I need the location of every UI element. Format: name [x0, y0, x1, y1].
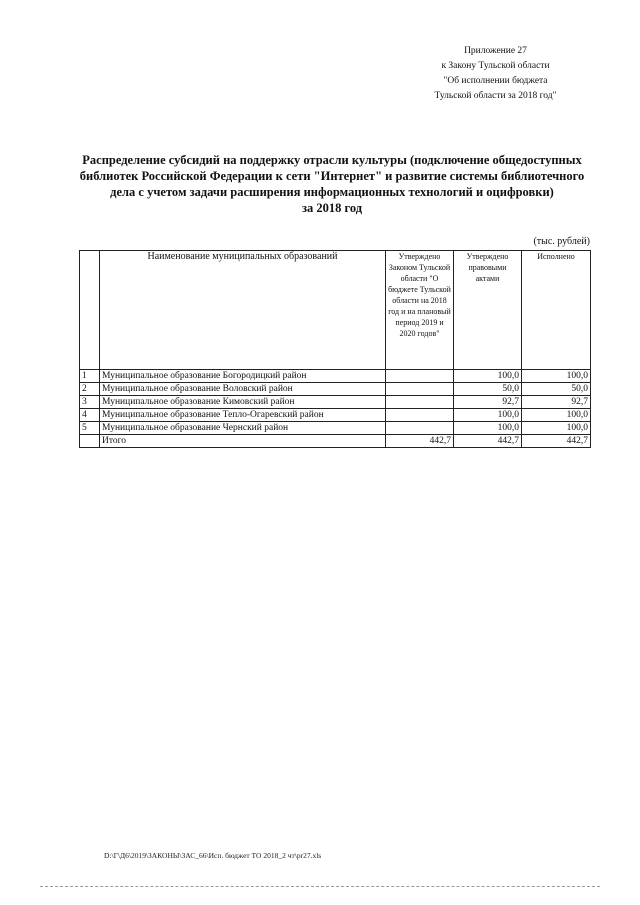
header-executed: Исполнено [522, 251, 591, 370]
table-row [80, 422, 591, 435]
document-title [70, 152, 594, 216]
row-law [386, 396, 454, 409]
row-name: Муниципальное образование Чернский район [100, 422, 386, 435]
table-header-row [80, 251, 591, 370]
title-line: за 2018 год [301, 201, 363, 215]
table-row [80, 396, 591, 409]
row-index: 1 [80, 370, 100, 383]
units-label: (тыс. рублей) [533, 236, 590, 247]
appendix-line: "Об исполнении бюджета [443, 76, 548, 86]
row-exec: 92,7 [522, 396, 591, 409]
row-name: Муниципальное образование Тепло-Огаревский район [100, 409, 386, 422]
total-acts: 442,7 [454, 435, 522, 448]
row-name: Муниципальное образование Кимовский район [100, 396, 386, 409]
table-row [80, 409, 591, 422]
subsidy-table [79, 250, 591, 448]
appendix-note [408, 44, 583, 104]
row-exec: 100,0 [522, 370, 591, 383]
appendix-line: к Закону Тульской области [441, 61, 550, 71]
row-index: 3 [80, 396, 100, 409]
row-law [386, 383, 454, 396]
row-law [386, 422, 454, 435]
title-line: дела с учетом задачи расширения информационных технологий и оцифровки) [110, 185, 554, 199]
header-approved-acts: Утверждено правовыми актами [454, 251, 522, 370]
table-total-row [80, 435, 591, 448]
row-acts: 100,0 [454, 370, 522, 383]
row-index: 5 [80, 422, 100, 435]
title-line: библиотек Российской Федерации к сети "Интернет" и развитие системы библиотечного [79, 169, 585, 183]
row-index: 4 [80, 409, 100, 422]
row-exec: 100,0 [522, 422, 591, 435]
row-name: Муниципальное образование Богородицкий район [100, 370, 386, 383]
header-approved-law: Утверждено Законом Тульской области "О бюджете Тульской области на 2018 год и на плановый период 2019 и 2020 годов" [386, 251, 454, 370]
row-acts: 100,0 [454, 409, 522, 422]
total-index [80, 435, 100, 448]
file-path-footer: D:\Г\Д6\2019\ЗАКОНЫ\ЗАС_66\Исп. бюджет ТО 2018_2 чт\pr27.xls [104, 851, 322, 860]
scan-edge-line [40, 886, 600, 887]
row-exec: 100,0 [522, 409, 591, 422]
row-exec: 50,0 [522, 383, 591, 396]
title-line: Распределение субсидий на поддержку отрасли культуры (подключение общедоступных [82, 153, 582, 167]
table-row [80, 383, 591, 396]
row-acts: 92,7 [454, 396, 522, 409]
row-law [386, 370, 454, 383]
table-row [80, 370, 591, 383]
row-name: Муниципальное образование Воловский район [100, 383, 386, 396]
row-law [386, 409, 454, 422]
total-law: 442,7 [386, 435, 454, 448]
total-name: Итого [100, 435, 386, 448]
row-acts: 50,0 [454, 383, 522, 396]
total-exec: 442,7 [522, 435, 591, 448]
row-acts: 100,0 [454, 422, 522, 435]
appendix-line: Тульской области за 2018 год" [434, 91, 557, 101]
appendix-line: Приложение 27 [464, 46, 527, 56]
header-name: Наименование муниципальных образований [100, 251, 386, 370]
header-index [80, 251, 100, 370]
row-index: 2 [80, 383, 100, 396]
